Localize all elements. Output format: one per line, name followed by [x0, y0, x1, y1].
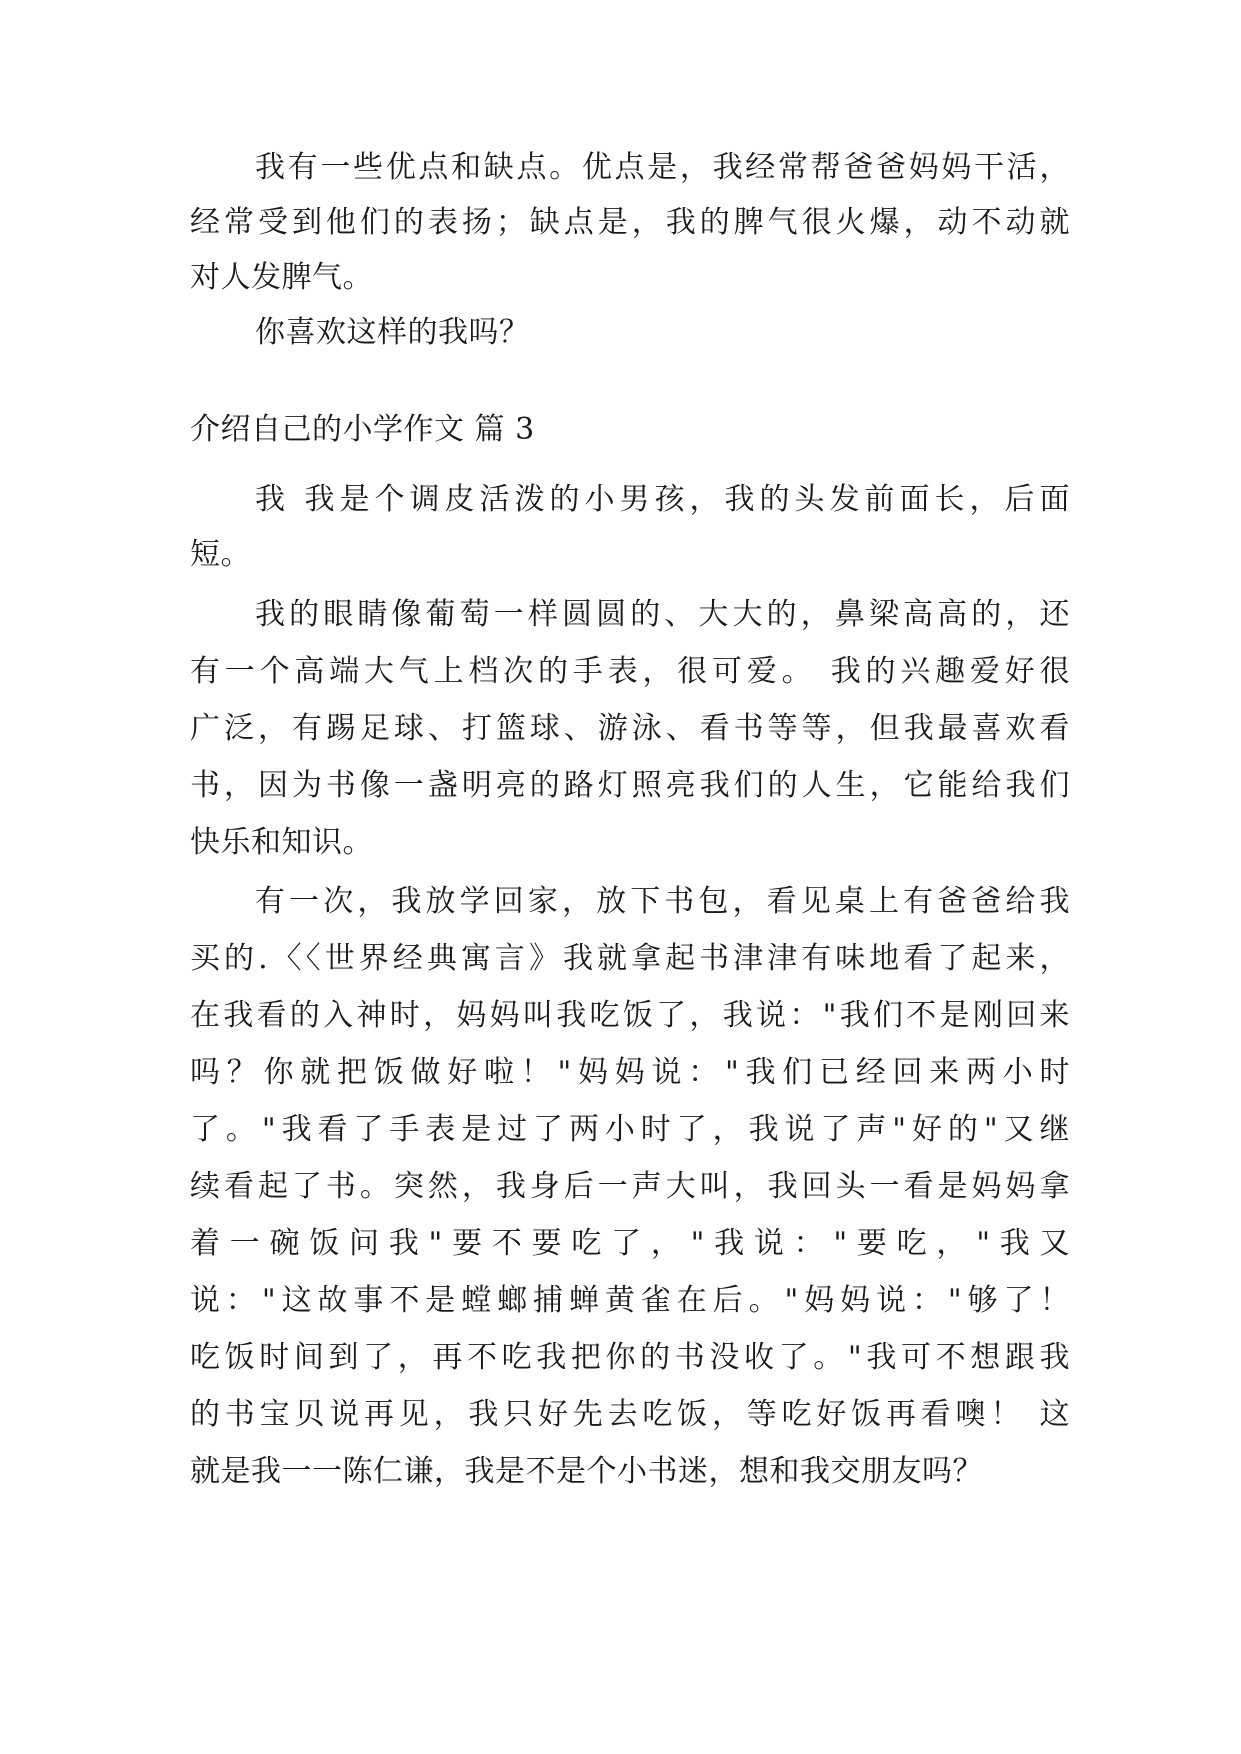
section-heading: 介绍自己的小学作文 篇 3 — [190, 412, 535, 447]
paragraph-5-line-5: 了。"我看了手表是过了两小时了，我说了声"好的"又继 — [190, 1112, 1070, 1147]
paragraph-1-line-3: 对人发脾气。 — [190, 260, 373, 295]
paragraph-2-line-1: 你喜欢这样的我吗？ — [255, 315, 530, 350]
paragraph-5-line-2: 买的.〈〈世界经典寓言》我就拿起书津津有味地看了起来， — [190, 941, 1070, 976]
paragraph-4-line-3: 广泛，有踢足球、打篮球、游泳、看书等等，但我最喜欢看 — [190, 711, 1070, 746]
paragraph-4-line-5: 快乐和知识。 — [190, 825, 373, 860]
paragraph-4-line-2: 有一个高端大气上档次的手表，很可爱。 我的兴趣爱好很 — [190, 654, 1070, 689]
paragraph-1-line-2: 经常受到他们的表扬；缺点是，我的脾气很火爆，动不动就 — [190, 205, 1070, 240]
paragraph-5-line-8: 说："这故事不是螳螂捕蝉黄雀在后。"妈妈说："够了！ — [190, 1283, 1070, 1318]
paragraph-3-line-2: 短。 — [190, 537, 251, 572]
paragraph-5-line-1: 有一次，我放学回家，放下书包，看见桌上有爸爸给我 — [255, 884, 1070, 919]
paragraph-5-line-6: 续看起了书。突然，我身后一声大叫，我回头一看是妈妈拿 — [190, 1169, 1070, 1204]
paragraph-5-line-7: 着一碗饭问我"要不要吃了，"我说："要吃，"我又 — [190, 1226, 1070, 1261]
paragraph-5-line-4: 吗？你就把饭做好啦！"妈妈说："我们已经回来两小时 — [190, 1055, 1070, 1090]
paragraph-1-line-1: 我有一些优点和缺点。优点是，我经常帮爸爸妈妈干活， — [255, 150, 1070, 185]
paragraph-4-line-4: 书，因为书像一盏明亮的路灯照亮我们的人生，它能给我们 — [190, 768, 1070, 803]
paragraph-3-line-1: 我 我是个调皮活泼的小男孩，我的头发前面长，后面 — [255, 482, 1070, 517]
paragraph-5-line-9: 吃饭时间到了，再不吃我把你的书没收了。"我可不想跟我 — [190, 1340, 1070, 1375]
paragraph-5-line-11: 就是我一一陈仁谦，我是不是个小书迷，想和我交朋友吗？ — [190, 1454, 983, 1489]
paragraph-5-line-10: 的书宝贝说再见，我只好先去吃饭，等吃好饭再看噢！ 这 — [190, 1397, 1070, 1432]
paragraph-5-line-3: 在我看的入神时，妈妈叫我吃饭了，我说："我们不是刚回来 — [190, 998, 1070, 1033]
paragraph-4-line-1: 我的眼睛像葡萄一样圆圆的、大大的，鼻梁高高的，还 — [255, 597, 1070, 632]
